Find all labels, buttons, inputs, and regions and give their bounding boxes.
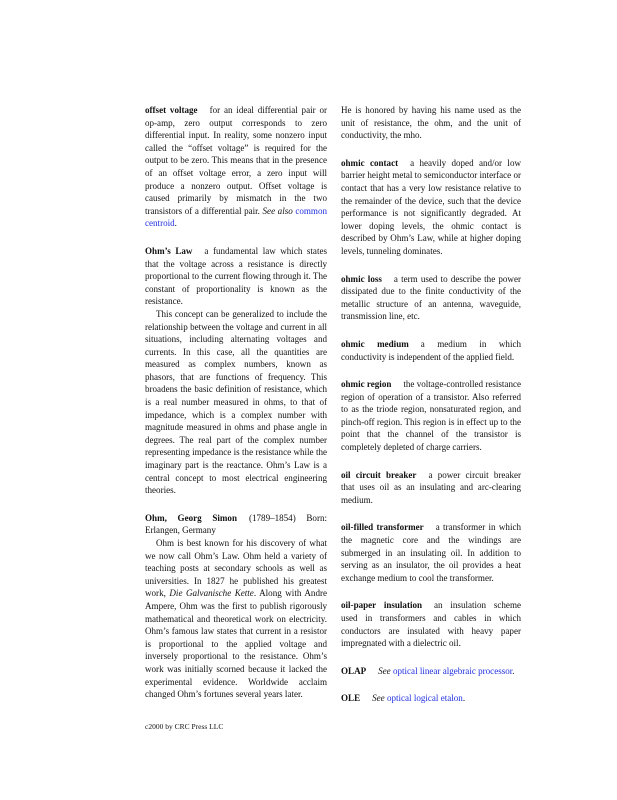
term-ole: OLE [341, 693, 361, 704]
left-column [145, 104, 327, 716]
definition-ohmic-region: the voltage-controlled resistance region of operation of a transistor. Also referred to as the triode region, nonsaturated region, and pinch-off region. This region is in effect up to the point that the channel of the transistor is completely depleted of charge carriers. [341, 379, 521, 453]
entry-ohmic-contact [341, 157, 521, 258]
period: . [174, 218, 177, 229]
term-ohms-law: Ohm’s Law [145, 245, 193, 256]
ohm-bio-part-2: . Along with Andre Ampere, Ohm was the first to publish rigorously mathematical and theoretical work on electricity. Ohm’s famous law states that current in a resistor is proportional to the applied voltage and inversely proportional to the resistance. Ohm’s work was initially scorned because it lacked the experimental evidence. Worldwide acclaim changed Ohm’s fortunes several years later. [145, 588, 327, 700]
entry-ohms-law [145, 245, 327, 497]
definition-offset-voltage: for an ideal differential pair or op-amp, zero output corresponds to zero differential input. In reality, some nonzero input called the “offset voltage” is required for the output to be zero. This means that in the presence of an offset voltage error, a zero input will produce a nonzero output. Offset voltage is caused primarily by mismatch in the two transistors of a differential pair. [145, 105, 327, 216]
entry-oil-circuit-breaker [341, 469, 521, 507]
definition-ohmic-loss: a term used to describe the power dissipated due to the finite conductivity of the metallic structure of an antenna, waveguide, transmission line, etc. [341, 273, 521, 322]
ohm-dates: (1789–1854) Born: Erlangen, Germany [145, 512, 328, 536]
period: . [462, 693, 466, 704]
term-ohmic-contact: ohmic contact [341, 157, 399, 168]
see-label-ole: See [372, 693, 385, 704]
entry-offset-voltage [145, 104, 327, 230]
entry-olap [341, 665, 521, 678]
see-label-olap: See [378, 665, 391, 676]
definition-oil-paper-insulation: an insulation scheme used in transformers and cables in which conductors are insulated with heavy paper impregnated with a dielectric oil. [341, 600, 522, 649]
copyright-footer: c2000 by CRC Press LLC [145, 722, 224, 731]
definition-oil-circuit-breaker: a power circuit breaker that uses oil as an insulating and arc-clearing medium. [341, 469, 521, 505]
period: . [512, 665, 515, 676]
link-optical-logical-etalon[interactable]: optical logical etalon [386, 693, 463, 704]
term-oil-circuit-breaker: oil circuit breaker [341, 469, 417, 480]
term-ohm-georg-simon: Ohm, Georg Simon [145, 512, 237, 523]
entry-ole [341, 692, 521, 705]
definition-ohms-law: a fundamental law which states that the voltage across a resistance is directly proportional to the current flowing through it. The constant of proportionality is known as the resistance. [145, 245, 327, 307]
ohm-bio-part-1: Ohm is best known for his discovery of what we now call Ohm’s Law. Ohm held a variety of teaching posts at secondary schools as well as universities. In 1827 he published his greatest work, [145, 538, 327, 599]
definition-oil-filled-transformer: a transformer in which the magnetic core and the windings are submerged in an insulating oil. In addition to serving as an insulator, the oil provides a heat exchange medium to cool the transformer. [341, 522, 521, 583]
term-ohmic-medium: ohmic medium [341, 338, 409, 349]
entry-ohm-georg-simon [145, 512, 327, 701]
see-also-label: See also [262, 205, 293, 216]
ohm-work-title: Die Galvanische Kette [169, 588, 254, 599]
definition-ohmic-medium: a medium in which conductivity is independent of the applied field. [341, 338, 521, 362]
link-common-centroid[interactable]: common centroid [145, 205, 328, 229]
term-oil-paper-insulation: oil-paper insulation [341, 600, 423, 611]
entry-ohm-continued [341, 104, 521, 142]
entry-oil-paper-insulation [341, 599, 521, 649]
entry-oil-filled-transformer [341, 521, 521, 584]
link-optical-linear-algebraic-processor[interactable]: optical linear algebraic processor [392, 665, 513, 676]
term-ohmic-region: ohmic region [341, 379, 392, 390]
term-offset-voltage: offset voltage [145, 105, 198, 115]
definition-ohmic-contact: a heavily doped and/or low barrier height metal to semiconductor interface or contact that has a very low resistance relative to the remainder of the device, such that the device performance is not significantly degraded. At lower doping levels, the ohmic contact is described by Ohm’s Law, while at higher doping levels, tunneling dominates. [341, 157, 521, 256]
ohm-bio-continued: He is honored by having his name used as the unit of resistance, the ohm, and the unit of conductivity, the mho. [341, 105, 521, 141]
right-column [341, 104, 521, 720]
entry-ohmic-medium [341, 338, 521, 363]
entry-ohmic-loss [341, 273, 521, 323]
term-ohmic-loss: ohmic loss [341, 273, 382, 284]
entry-ohmic-region [341, 378, 521, 454]
ohms-law-paragraph-2: This concept can be generalized to include the relationship between the voltage and current in all situations, including alternating voltages and currents. In this case, all the quantities are measured as complex numbers, known as phasors, that are functions of frequency. This broadens the basic definition of resistance, which is a real number measured in ohms, to that of impedance, which is a complex number with magnitude measured in ohms and phase angle in degrees. The real part of the complex number representing impedance is the resistance while the imaginary part is the reactance. Ohm’s Law is a central concept to most electrical engineering theories. [145, 308, 327, 496]
term-olap: OLAP [341, 665, 367, 676]
term-oil-filled-transformer: oil-filled transformer [341, 522, 424, 533]
